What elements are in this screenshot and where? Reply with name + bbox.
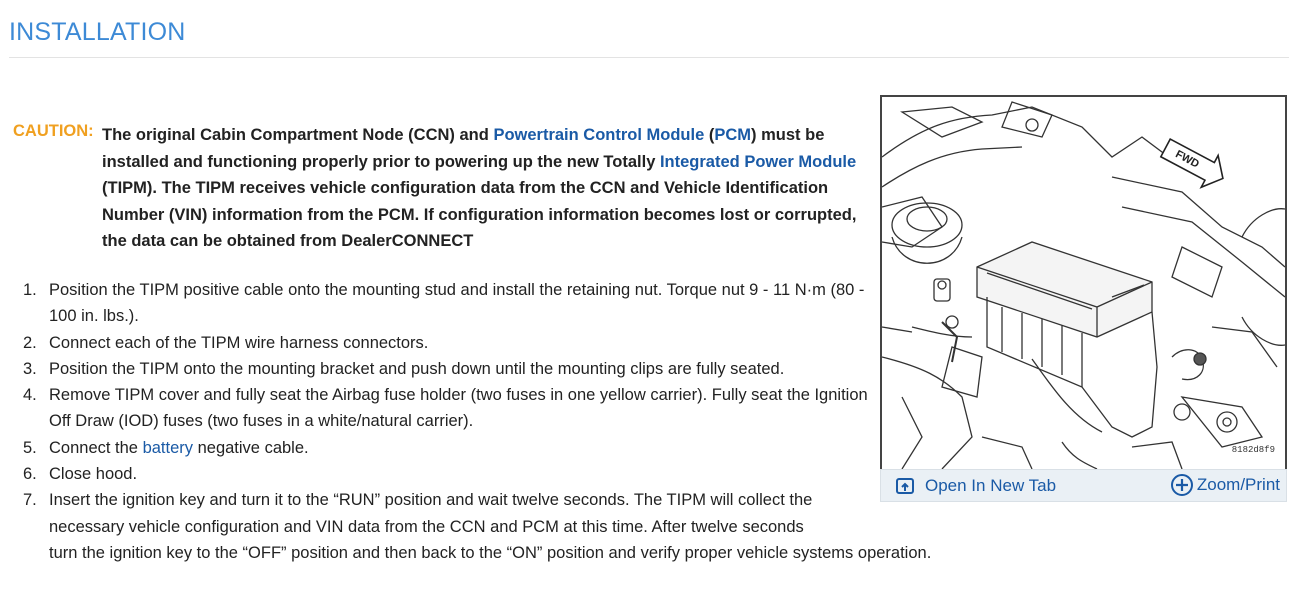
step-text: Remove TIPM cover and fully seat the Airbag fuse holder (two fuses in one yellow carrier). Fully seat the Ignition Off Draw (IOD) fuses (two fuses in a white/natural carrier). xyxy=(49,386,868,431)
powertrain-control-module-link[interactable]: Powertrain Control Module xyxy=(493,126,705,144)
step-item xyxy=(23,356,1003,382)
open-in-new-tab-label: Open In New Tab xyxy=(925,476,1057,495)
step-number: 7. xyxy=(23,491,37,510)
caution-text-part: The original Cabin Compartment Node (CCN) and xyxy=(102,126,494,144)
integrated-power-module-link[interactable]: Integrated Power Module xyxy=(659,152,857,171)
caution-label: CAUTION: xyxy=(13,122,94,140)
battery-link[interactable]: battery xyxy=(142,438,194,457)
step-item xyxy=(23,330,1003,356)
figure-image[interactable] xyxy=(880,95,1287,471)
step-number: 5. xyxy=(23,438,37,457)
open-in-new-tab-button[interactable] xyxy=(895,474,1056,498)
step-text-part: negative cable. xyxy=(193,438,309,457)
step-item xyxy=(23,382,1003,435)
step-text: Position the TIPM positive cable onto the mounting stud and install the retaining nut. Torque nut 9 - 11 N·m (80 - 100 in. lbs.). xyxy=(49,281,865,326)
figure-code: 8182d8f9 xyxy=(1231,445,1275,455)
step-number: 2. xyxy=(23,333,37,352)
step-number: 4. xyxy=(23,386,37,405)
section-title: INSTALLATION xyxy=(9,18,186,46)
step-item xyxy=(23,435,1003,461)
zoom-print-button[interactable] xyxy=(1170,472,1280,498)
step-item xyxy=(23,487,1003,566)
figure-panel xyxy=(880,95,1287,502)
caution-text-part: (TIPM). The TIPM receives vehicle configuration data from the CCN and Vehicle Identification Number (VIN) information from the PCM. If configuration information becomes lost or corrupted, the data can be obtained from DealerCONNECT xyxy=(102,179,857,250)
step-number: 6. xyxy=(23,465,37,484)
installation-steps xyxy=(23,277,1003,566)
figure-toolbar xyxy=(880,469,1287,502)
step-text: Insert the ignition key and turn it to the “RUN” position and wait twelve seconds. The TIPM will collect the necessary vehicle configuration and VIN data from the CCN and PCM at this time. After twelve seconds xyxy=(49,491,813,536)
step-text-continued: turn the ignition key to the “OFF” position and then back to the “ON” position and verify proper vehicle systems operation. xyxy=(49,543,932,562)
caution-text-part: ( xyxy=(704,126,715,144)
step-number: 1. xyxy=(23,281,37,299)
zoom-plus-icon xyxy=(1170,473,1194,497)
step-text: Position the TIPM onto the mounting bracket and push down until the mounting clips are fully seated. xyxy=(49,359,785,378)
caution-text-part: ) must be installed and functioning properly prior to powering up the new Totally xyxy=(102,126,825,171)
step-text xyxy=(49,435,1003,461)
step-item xyxy=(23,277,1003,330)
step-text: Close hood. xyxy=(49,465,138,484)
tipm-illustration xyxy=(882,97,1285,469)
caution-text xyxy=(102,122,862,255)
step-number: 3. xyxy=(23,359,37,378)
step-text: Connect each of the TIPM wire harness connectors. xyxy=(49,333,429,352)
fwd-label: FWD xyxy=(1173,148,1202,171)
title-divider xyxy=(9,57,1289,58)
step-text-part: Connect the xyxy=(49,438,143,457)
step-item xyxy=(23,461,1003,487)
zoom-print-label: Zoom/Print xyxy=(1196,475,1280,494)
pcm-link[interactable]: PCM xyxy=(714,126,752,144)
open-new-tab-icon xyxy=(895,476,915,496)
